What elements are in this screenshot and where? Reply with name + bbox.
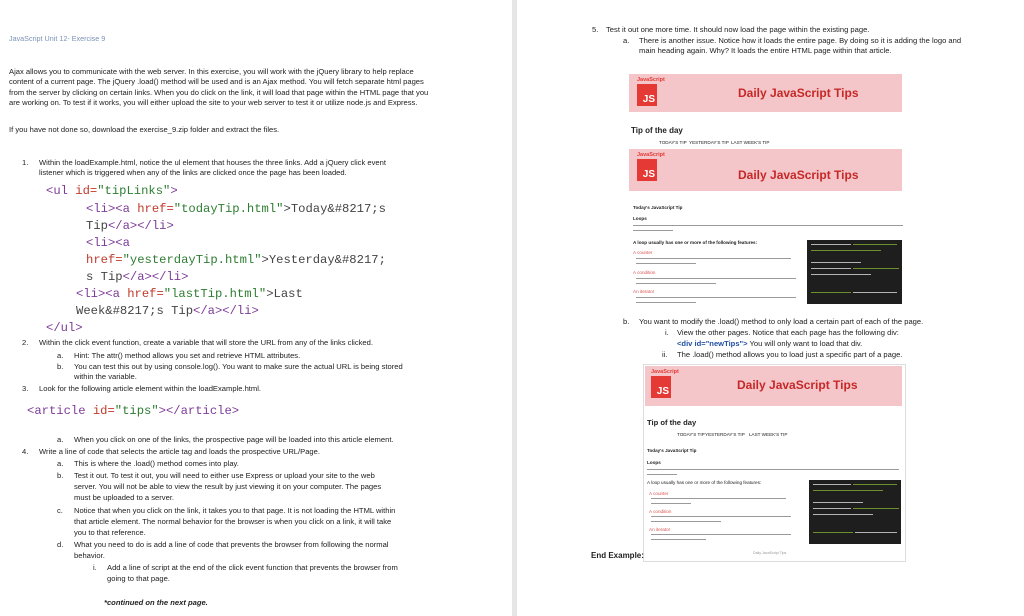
- code-tag: </a></li>: [107, 219, 174, 233]
- code-tag: </a></li>: [193, 304, 259, 318]
- step-3a-text: When you click on one of the links, the prospective page will be loaded into this article element.: [74, 435, 394, 444]
- step-5bi-text: View the other pages. Notice that each page has the following div:: [677, 328, 899, 337]
- text-line: [651, 539, 706, 540]
- code-text: Tip: [86, 219, 108, 233]
- step-4c-text: Notice that when you click on the link, it takes you to that page. It is not loading the HTML within: [74, 506, 396, 515]
- step-3-text: Look for the following article element within the loadExample.html.: [39, 384, 262, 393]
- code-line: [813, 508, 851, 509]
- step-5a-text: main heading again. Why? It loads the entire HTML page within that article.: [639, 46, 892, 55]
- js-label: JavaScript: [637, 77, 665, 83]
- text-line: [636, 278, 796, 279]
- sub-label: i.: [93, 563, 97, 572]
- footer-text: Daily JavaScript Tips: [753, 551, 787, 555]
- sub-label: a.: [57, 351, 64, 360]
- loop-feature-text: A loop usually has one or more of the following features:: [633, 240, 758, 245]
- sub-label: a.: [623, 36, 630, 45]
- sub-label: c.: [57, 506, 63, 515]
- code-tag: <li><a: [86, 202, 138, 216]
- step-1-text: listener which is triggered when any of the links are clicked once the page has been loaded.: [39, 168, 347, 177]
- code-value: "todayTip.html": [173, 202, 284, 216]
- nav-link[interactable]: LAST WEEK'S TIP: [749, 432, 788, 437]
- continued-note: *continued on the next page.: [104, 598, 208, 607]
- js-label: JavaScript: [651, 369, 679, 375]
- code-tag: <li><a: [76, 287, 128, 301]
- text-line: [651, 516, 791, 517]
- step-4-text: Write a line of code that selects the article tag and loads the prospective URL/Page.: [39, 447, 320, 456]
- page-header: JavaScript Unit 12- Exercise 9: [9, 34, 106, 43]
- tip-heading: Tip of the day: [647, 418, 697, 427]
- code-line: [811, 292, 851, 293]
- step-number: 3.: [22, 384, 29, 393]
- text-line: [636, 283, 716, 284]
- code-attr: href=: [86, 253, 123, 267]
- div-code: <div id="newTips">: [677, 339, 748, 348]
- step-2-text: Within the click event function, create a variable that will store the URL from any of the links clicked.: [39, 338, 373, 347]
- text-line: [651, 498, 786, 499]
- code-attr: id=: [92, 404, 115, 418]
- step-4b-text: server. You will not be able to view the result by just viewing it on your computer. The pages: [74, 482, 382, 491]
- code-line: [853, 292, 897, 293]
- tip-heading: Tip of the day: [631, 126, 683, 135]
- nav-link[interactable]: TODAY'S TIP: [659, 140, 687, 145]
- code-tag: <ul: [46, 184, 76, 198]
- sub-label: b.: [623, 317, 630, 326]
- text-line: [651, 503, 691, 504]
- text-line: [636, 258, 791, 259]
- code-line: [853, 484, 897, 485]
- nav-link[interactable]: LAST WEEK'S TIP: [731, 140, 770, 145]
- step-1-text: Within the loadExample.html, notice the ul element that houses the three links. Add a jQuery click event: [39, 158, 386, 167]
- code-line: [811, 274, 871, 275]
- div-code-line: [677, 339, 862, 349]
- code-line: [46, 320, 83, 337]
- text-line: [633, 225, 903, 226]
- code-line: [27, 403, 239, 420]
- text-line: [651, 534, 791, 535]
- step-4a-text: This is where the .load() method comes into play.: [74, 459, 239, 468]
- code-value: "lastTip.html": [163, 287, 267, 301]
- code-line: [76, 303, 259, 320]
- step-5bii-text: The .load() method allows you to load just a specific part of a page.: [677, 350, 903, 359]
- code-line: [86, 269, 188, 286]
- code-line: [813, 484, 851, 485]
- text-line: [636, 297, 796, 298]
- code-tag: >: [170, 184, 178, 198]
- step-4c-text: that article element. The normal behavior for the browser is when you click on a link, it will take: [74, 517, 392, 526]
- code-value: "yesterdayTip.html": [122, 253, 262, 267]
- code-value: "tips": [114, 404, 159, 418]
- code-line: [853, 268, 899, 269]
- nav-link[interactable]: TODAY'S TIP: [677, 432, 705, 437]
- code-line: [86, 252, 386, 269]
- text-line: [636, 302, 696, 303]
- todays-tip-heading: Today's JavaScript Tip: [633, 205, 683, 210]
- code-line: [811, 268, 851, 269]
- site-title: Daily JavaScript Tips: [738, 168, 859, 182]
- loop-feature-text: A loop usually has one or more of the following features:: [647, 480, 762, 485]
- code-line: [855, 532, 897, 533]
- code-line: [86, 235, 130, 252]
- intro-paragraph: Ajax allows you to communicate with the web server. In this exercise, you will work with the jQuery library to help replace content of a current page. The jQuery .load() method will be used and is an Ajax method. You will fetch separate html pages from the server by clicking on certain links. When you do click on the link, it will load that page within the HTML page that you are working on. To test if it works, you will either upload the site to your web server to test it or utilize node.js and Express.: [9, 67, 429, 107]
- sub-label: a.: [57, 459, 64, 468]
- js-logo: JS: [637, 84, 657, 106]
- code-attr: id=: [75, 184, 98, 198]
- code-text: Week&#8217;s Tip: [76, 304, 194, 318]
- step-5a-text: There is another issue. Notice how it loads the entire page. By doing so it is adding the logo and: [639, 36, 962, 45]
- code-line: [811, 244, 851, 245]
- code-tag: <li><a: [86, 236, 130, 250]
- step-5b-text: You want to modify the .load() method to only load a certain part of each of the page.: [639, 317, 924, 326]
- loops-heading: Loops: [633, 216, 647, 221]
- step-number: 5.: [592, 25, 599, 34]
- code-line: [853, 244, 897, 245]
- site-title: Daily JavaScript Tips: [738, 86, 859, 100]
- js-logo: JS: [637, 159, 657, 181]
- step-4b-text: Test it out. To test it out, you will need to either use Express or upload your site to the web: [74, 471, 375, 480]
- sub-label: d.: [57, 540, 64, 549]
- code-tag: </ul>: [46, 321, 83, 335]
- step-4b-text: must be uploaded to a server.: [74, 493, 175, 502]
- condition-label: A condition: [649, 509, 672, 514]
- code-line: [86, 201, 386, 218]
- code-line: [853, 508, 899, 509]
- js-label: JavaScript: [637, 152, 665, 158]
- text-line: [633, 230, 673, 231]
- code-tag: ></article>: [158, 404, 240, 418]
- sub-label: ii.: [662, 350, 668, 359]
- loops-heading: Loops: [647, 460, 661, 465]
- iterator-label: An iterator: [633, 289, 655, 294]
- text-line: [647, 474, 677, 475]
- div-note: You will only want to load that div.: [747, 339, 863, 348]
- code-attr: href=: [137, 202, 174, 216]
- step-4di-text: going to that page.: [107, 574, 170, 583]
- text-line: [651, 521, 721, 522]
- step-5-text: Test it out one more time. It should now load the page within the existing page.: [606, 25, 870, 34]
- code-line: [813, 502, 863, 503]
- code-tag: </a></li>: [122, 270, 189, 284]
- counter-label: A counter: [649, 491, 669, 496]
- code-text: >Today&#8217;s: [283, 202, 386, 216]
- code-line: [813, 490, 883, 491]
- step-number: 4.: [22, 447, 29, 456]
- sub-label: i.: [665, 328, 669, 337]
- condition-label: A condition: [633, 270, 656, 275]
- end-example-label: End Example:: [591, 551, 644, 560]
- document-page-right: [517, 0, 1024, 616]
- iterator-label: An iterator: [649, 527, 671, 532]
- code-text: s Tip: [86, 270, 123, 284]
- code-line: [76, 286, 303, 303]
- code-line: [86, 218, 174, 235]
- site-title: Daily JavaScript Tips: [737, 378, 858, 392]
- nav-link[interactable]: YESTERDAY'S TIP: [705, 432, 745, 437]
- step-2b-text: within the variable.: [74, 372, 137, 381]
- step-4c-text: you to that reference.: [74, 528, 146, 537]
- code-line: [813, 532, 853, 533]
- step-4d-text: behavior.: [74, 551, 105, 560]
- code-text: >Yesterday&#8217;: [261, 253, 386, 267]
- text-line: [647, 469, 899, 470]
- step-4di-text: Add a line of script at the end of the click event function that prevents the browser from: [107, 563, 398, 572]
- counter-label: A counter: [633, 250, 653, 255]
- step-2a-text: Hint: The attr() method allows you set and retrieve HTML attributes.: [74, 351, 301, 360]
- step-number: 1.: [22, 158, 29, 167]
- sub-label: a.: [57, 435, 64, 444]
- code-value: "tipLinks": [97, 184, 171, 198]
- todays-tip-heading: Today's JavaScript Tip: [647, 448, 697, 453]
- step-number: 2.: [22, 338, 29, 347]
- code-line: [811, 262, 861, 263]
- sub-label: b.: [57, 362, 64, 371]
- code-tag: <article: [27, 404, 93, 418]
- code-text: >Last: [266, 287, 303, 301]
- step-2b-text: You can test this out by using console.log(). You want to make sure the actual URL is being stored: [74, 362, 403, 371]
- text-line: [636, 263, 696, 264]
- code-attr: href=: [127, 287, 164, 301]
- download-note: If you have not done so, download the exercise_9.zip folder and extract the files.: [9, 125, 280, 134]
- code-line: [813, 514, 873, 515]
- code-line: [46, 183, 178, 200]
- sub-label: b.: [57, 471, 64, 480]
- nav-link[interactable]: YESTERDAY'S TIP: [689, 140, 729, 145]
- js-logo: JS: [651, 376, 671, 398]
- step-4d-text: What you need to do is add a line of code that prevents the browser from following the normal: [74, 540, 389, 549]
- code-line: [811, 250, 881, 251]
